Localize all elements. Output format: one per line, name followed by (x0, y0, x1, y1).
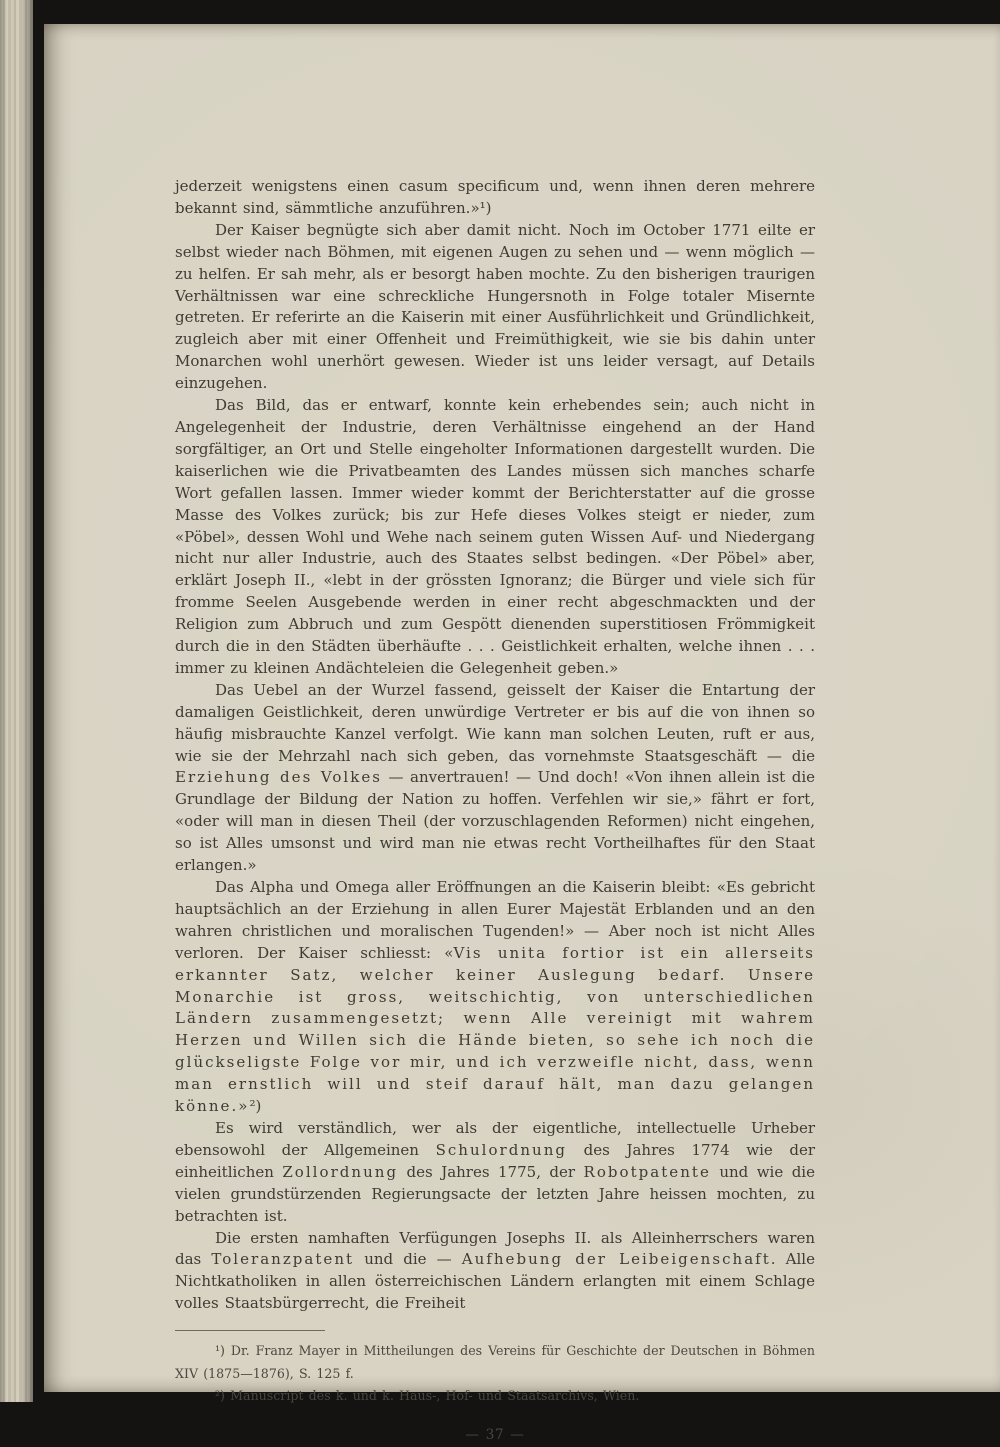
body-text: Der Kaiser begnügte sich aber damit nicht. Noch im October 1771 eilte er selbst wieder nach Böhmen, mit eigenen Augen zu sehen und — wenn möglich — zu helfen. Er sah mehr, als er besorgt haben mochte. Zu den bisherigen traurigen Verhältnissen war eine schreckliche Hungersnoth in Folge totaler Misernte getreten. Er referirte an die Kaiserin mit einer Ausführlichkeit und Gründlichkeit, zugleich aber mit einer Offenheit und Freimüthigkeit, wie sie bis dahin unter Monarchen wohl unerhört gewesen. Wieder ist uns leider versagt, auf Details einzugehen. (175, 220, 815, 393)
footnotes (175, 1340, 815, 1408)
emphasized-spaced-text: Toleranzpatent (211, 1250, 355, 1269)
book-page-edges (0, 0, 33, 1402)
emphasized-spaced-text: Aufhebung der Leibeigenschaft (461, 1250, 771, 1269)
body-text: des Jahres 1774 wie der einheitlichen (175, 1140, 816, 1181)
paragraph (175, 176, 815, 220)
footnote: ²) Manuscript des k. und k. Haus-, Hof- und Staatsarchivs, Wien. (215, 1388, 640, 1404)
body-text: — anvertrauen! — Und doch! «Von ihnen allein ist die Grundlage der Bildung der Nation zu hoffen. Verfehlen wir sie,» fährt er fort, «oder will man in diesen Theil (der vorzuschlagenden Reformen) nicht eingehen, so ist Alles umsonst und wird man nie etwas recht Vortheilhaftes für den Staat erlangen.» (175, 768, 816, 875)
body-text: . Alle Nichtkatholiken in allen österreichischen Ländern erlangten mit einem Schlage volles Staatsbürgerrecht, die Freiheit (175, 1250, 815, 1313)
emphasized-spaced-text: Erziehung des Volkes (175, 768, 382, 787)
paragraph (175, 1118, 815, 1228)
page-text-block (175, 176, 815, 1447)
body-text: Das Uebel an der Wurzel fassend, geisselt der Kaiser die Entartung der damaligen Geistlichkeit, deren unwürdige Vertreter er bis auf die von ihnen so häufig misbrauchte Kanzel verfolgt. Wie kann man solchen Leuten, ruft er aus, wie sie der Mehrzahl nach sich geben, das vornehmste Staatsgeschäft — die (175, 680, 815, 765)
body-text: Es wird verständlich, wer als der eigentliche, intellectuelle Urheber ebensowohl der Allgemeinen (175, 1118, 815, 1159)
body-text: ²) (249, 1097, 262, 1116)
body-text: und wie die vielen grundstürzenden Regierungsacte der letzten Jahre heissen mochten, zu betrachten ist. (175, 1162, 815, 1225)
footnote: ¹) Dr. Franz Mayer in Mittheilungen des Vereins für Geschichte der Deutschen in Böhmen XIV (1875—1876), S. 125 f. (175, 1343, 815, 1381)
book-page (44, 24, 1000, 1443)
page-number: — 37 — (465, 1426, 525, 1443)
emphasized-spaced-text: Schulordnung (435, 1140, 568, 1159)
footnote-separator (175, 1330, 325, 1331)
body-paragraphs (175, 176, 815, 1315)
body-text: des Jahres 1775, der (398, 1162, 584, 1181)
body-text: Die ersten namhaften Verfügungen Josephs II. als Alleinherrschers waren das (175, 1228, 815, 1269)
emphasized-spaced-text: Vis unita fortior ist ein allerseits erkannter Satz, welcher keiner Auslegung bedarf. Unsere Monarchie ist gross, weitschichtig, von unterschiedlichen Ländern zusammengesetzt; wenn Alle vereinigt mit wahrem Herzen und Willen sich die Hände bieten, so sehe ich noch die glückseligste Folge vor mir, und ich verzweifle nicht, dass, wenn man ernstlich will und steif darauf hält, man dazu gelangen könne.» (175, 943, 815, 1116)
paragraph (175, 680, 815, 877)
body-text: und die — (354, 1250, 462, 1269)
body-text: Das Alpha und Omega aller Eröffnungen an die Kaiserin bleibt: «Es gebricht hauptsächlich an der Erziehung in allen Eurer Majestät Erblanden und an den wahren christlichen und moralischen Tugenden!» — Aber noch ist nicht Alles verloren. Der Kaiser schliesst: « (175, 878, 815, 962)
paragraph (175, 1228, 815, 1316)
emphasized-spaced-text: Zollordnung (282, 1162, 399, 1181)
body-text: jederzeit wenigstens einen casum specificum und, wenn ihnen deren mehrere bekannt sind, sämmtliche anzuführen.»¹) (175, 177, 815, 217)
paragraph (175, 395, 815, 680)
emphasized-spaced-text: Robotpatente (583, 1162, 711, 1181)
body-text: Das Bild, das er entwarf, konnte kein erhebendes sein; auch nicht in Angelegenheit der Industrie, deren Verhältnisse eingehend an der Hand sorgfältiger, an Ort und Stelle eingeholter Informationen dargestellt wurden. Die kaiserlichen wie die Privatbeamten des Landes müssen sich manches scharfe Wort gefallen lassen. Immer wieder kommt der Berichterstatter auf die grosse Masse des Volkes zurück; bis zur Hefe dieses Volkes steigt er nieder, zum «Pöbel», dessen Wohl und Wehe nach seinem guten Wissen Auf- und Niedergang nicht nur aller Industrie, auch des Staates selbst bedingen. «Der Pöbel» aber, erklärt Joseph II., «lebt in der grössten Ignoranz; die Bürger und viele sich für fromme Seelen Ausgebende werden in einer recht abgeschmackten und der Religion zum Abbruch und zum Gespött dienenden superstitiosen Frömmigkeit durch die in den Städten überhäufte . . . Geistlichkeit erhalten, welche ihnen . . . immer zu kleinen Andächteleien die Gelegenheit geben.» (175, 396, 815, 677)
paragraph (175, 220, 815, 395)
paragraph (175, 877, 815, 1118)
